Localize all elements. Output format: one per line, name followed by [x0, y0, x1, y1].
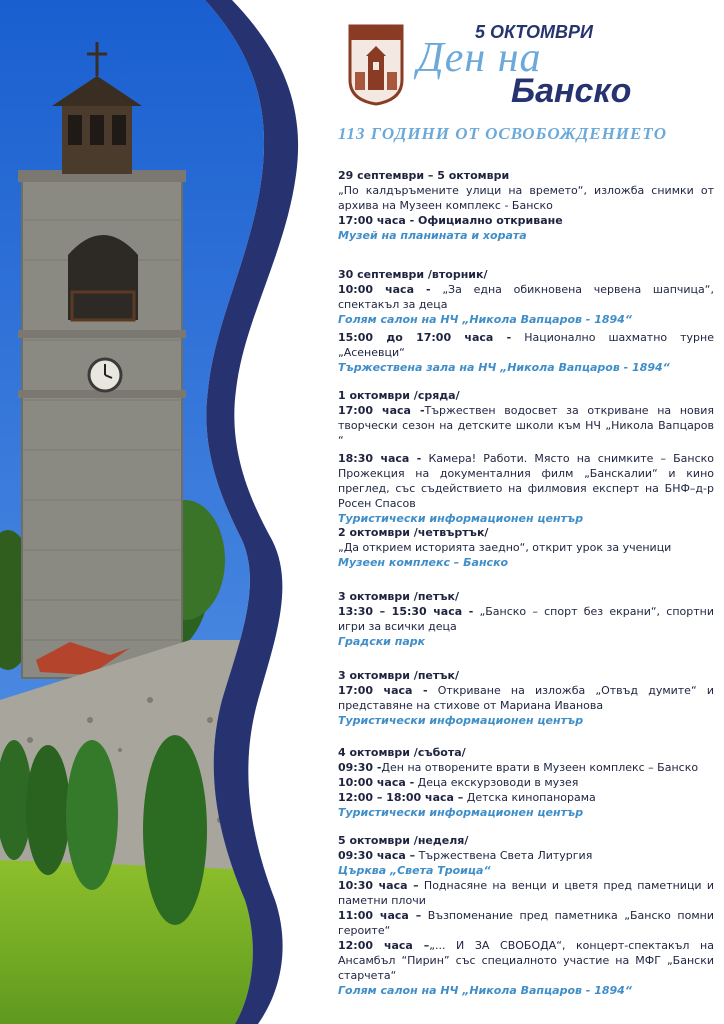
header-title-line2: Банско: [511, 72, 632, 110]
event-line: 12:00 – 18:00 часа – Детска кинопанорама: [338, 791, 596, 804]
event-date: 1 октомври /сряда/: [338, 389, 460, 402]
event-line: 09:30 -Ден на отворените врати в Музеен комплекс – Банско: [338, 761, 699, 774]
event-block: [338, 388, 714, 526]
event-line: 10:00 часа - „За една обикновена червена шапчица“, спектакъл за деца: [338, 283, 714, 311]
event-date: 29 септември – 5 октомври: [338, 169, 510, 182]
event-line: 11:00 часа – Възпоменание пред паметника „Банско помни героите“: [338, 909, 714, 937]
event-line: 15:00 до 17:00 часа - Национално шахматно турне „Асеневци“: [338, 331, 714, 359]
event-block: [338, 668, 714, 728]
event-block: [338, 833, 714, 998]
event-line: 17:00 часа - Откриване на изложба „Отвъд думите“ и представяне на стихове от Мариана Иванова: [338, 684, 714, 712]
event-block: [338, 525, 714, 570]
event-line: 10:00 часа - Деца екскурзоводи в музея: [338, 776, 579, 789]
event-date: 30 септември /вторник/: [338, 268, 488, 281]
event-line: „Да открием историята заедно“, открит урок за ученици: [338, 541, 672, 554]
event-date: 2 октомври /четвъртък/: [338, 526, 489, 539]
crest-label: БАНСКО: [359, 28, 393, 37]
event-venue: Музеен комплекс – Банско: [338, 556, 509, 569]
header-title-line1: Ден на: [417, 35, 542, 81]
event-line: 13:30 – 15:30 часа - „Банско – спорт без екрани“, спортни игри за всички деца: [338, 605, 714, 633]
event-venue: Голям салон на НЧ „Никола Вапцаров - 1894“: [338, 984, 632, 997]
header-date: 5 ОКТОМВРИ: [475, 22, 594, 42]
event-date: 5 октомври /неделя/: [338, 834, 469, 847]
event-venue: Туристически информационен център: [338, 512, 584, 525]
event-block: [338, 267, 714, 375]
event-block: [338, 589, 714, 649]
event-block: [338, 168, 714, 243]
event-date: 3 октомври /петък/: [338, 590, 460, 603]
event-line: 18:30 часа - Камера! Работи. Място на снимките – Банско Прожекция на документалния филм „Банскалии“ и кино преглед, със съдействието на филмовия експерт на БНФ–д-р Росен Спасов: [338, 452, 714, 510]
event-line: 17:00 часа -Тържествен водосвет за откриване на новия творчески сезон на детските школи към НЧ „Никола Вапцаров “: [338, 404, 714, 447]
event-venue: Църква „Света Троица“: [338, 864, 491, 877]
event-date: 4 октомври /събота/: [338, 746, 466, 759]
event-line: 17:00 часа - Официално откриване: [338, 214, 563, 227]
event-line: 12:00 часа –„... И ЗА СВОБОДА“, концерт-спектакъл на Ансамбъл “Пирин” със специалното участие на МФГ „Бански старчета“: [338, 939, 714, 982]
event-venue: Голям салон на НЧ „Никола Вапцаров - 1894“: [338, 313, 632, 326]
subtitle: 113 ГОДИНИ ОТ ОСВОБОЖДЕНИЕТО: [338, 124, 668, 143]
event-block: [338, 745, 714, 820]
event-venue: Тържествена зала на НЧ „Никола Вапцаров - 1894“: [338, 361, 670, 374]
event-line: „По калдъръмените улици на времето“, изложба снимки от архива на Музеен комплекс - Банско: [338, 184, 714, 212]
event-venue: Музей на планината и хората: [338, 229, 527, 242]
event-venue: Туристически информационен център: [338, 714, 584, 727]
event-header: [345, 18, 715, 118]
event-venue: Градски парк: [338, 635, 426, 648]
event-date: 3 октомври /петък/: [338, 669, 460, 682]
event-line: 09:30 часа – Тържествена Света Литургия: [338, 849, 593, 862]
event-venue: Туристически информационен център: [338, 806, 584, 819]
event-line: 10:30 часа – Поднасяне на венци и цветя пред паметници и паметни плочи: [338, 879, 715, 907]
